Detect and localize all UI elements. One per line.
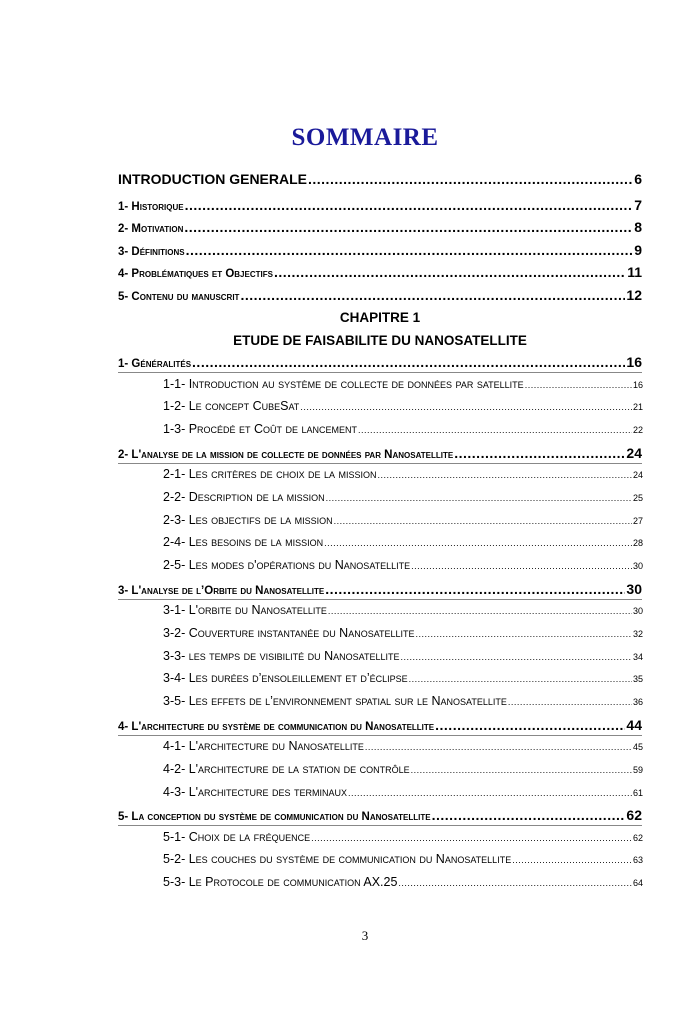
section-divider <box>118 735 642 736</box>
toc-subsection-entry[interactable] <box>163 830 643 848</box>
toc-subsection-entry[interactable] <box>163 558 643 576</box>
toc-entry-contenu[interactable] <box>118 287 642 305</box>
toc-entry-page: 59 <box>632 764 643 775</box>
toc-subsection-entry[interactable] <box>163 535 643 553</box>
section-divider <box>118 599 642 600</box>
toc-entry-page: 28 <box>632 538 643 549</box>
toc-entry-page: 16 <box>632 379 643 390</box>
toc-entry-label: 5-1- Choix de la fréquence <box>163 829 311 844</box>
toc-subsection-entry[interactable] <box>163 490 643 508</box>
toc-subsection-entry[interactable] <box>163 626 643 644</box>
toc-subsection-entry[interactable] <box>163 603 643 621</box>
chapter-number: CHAPITRE 1 <box>339 310 421 325</box>
toc-entry-label: 2-4- Les besoins de la mission <box>163 535 324 550</box>
toc-entry-motivation[interactable] <box>118 219 642 237</box>
toc-entry-page: 16 <box>626 354 642 370</box>
toc-entry-page: 25 <box>632 492 643 503</box>
toc-entry-label: 3- L'analyse de l’Orbite du Nanosatellite <box>118 584 325 597</box>
toc-entry-label: 4-2- L'architecture de la station de contrôle <box>163 761 410 776</box>
toc-subsection-entry[interactable] <box>163 875 643 893</box>
toc-entry-page: 44 <box>626 716 642 733</box>
toc-entry-page: 63 <box>632 855 643 866</box>
toc-subsection-entry[interactable] <box>163 785 643 803</box>
chapter-title: ETUDE DE FAISABILITE DU NANOSATELLITE <box>233 333 527 348</box>
toc-entry-page: 45 <box>632 742 643 753</box>
toc-entry-label: 2- Motivation <box>118 223 184 235</box>
toc-entry-label: 2-2- Description de la mission <box>163 489 325 504</box>
toc-entry-problematiques[interactable] <box>118 264 642 282</box>
toc-entry-page: 21 <box>632 402 643 413</box>
toc-subsection-entry[interactable] <box>163 852 643 870</box>
toc-entry-label: 4- L'architecture du système de communication du Nanosatellite <box>118 720 435 733</box>
toc-entry-label: 1-2- Le concept CubeSat <box>163 399 300 414</box>
toc-entry-page: 30 <box>632 606 643 617</box>
section-divider <box>118 825 642 826</box>
toc-entry-label: 1-3- Procédé et Coût de lancement <box>163 421 357 436</box>
toc-entry-historique[interactable] <box>118 197 642 215</box>
toc-subsection-entry[interactable] <box>163 739 643 757</box>
toc-entry-page: 12 <box>626 287 642 303</box>
toc-section-entry[interactable] <box>118 445 642 463</box>
toc-entry-label: 2-5- Les modes d'opérations du Nanosatellite <box>163 557 411 572</box>
toc-section-entry[interactable] <box>118 717 642 735</box>
toc-section-entry[interactable] <box>118 581 642 599</box>
toc-section-entry[interactable] <box>118 354 642 372</box>
toc-entry-page: 24 <box>626 444 642 461</box>
toc-entry-page: 36 <box>632 696 643 707</box>
toc-entry-page: 35 <box>632 674 643 685</box>
toc-entry-label: 3-3- les temps de visibilité du Nanosatellite <box>163 648 400 663</box>
toc-entry-label: 2-1- Les critères de choix de la mission <box>163 467 377 482</box>
toc-subsection-entry[interactable] <box>163 399 643 417</box>
toc-subsection-entry[interactable] <box>163 694 643 712</box>
toc-subsection-entry[interactable] <box>163 513 643 531</box>
toc-subsection-entry[interactable] <box>163 762 643 780</box>
section-divider <box>118 463 642 464</box>
toc-entry-label: 2- L'analyse de la mission de collecte de données par Nanosatellite <box>118 448 454 461</box>
toc-entry-page: 64 <box>632 878 643 889</box>
toc-entry-page: 34 <box>632 651 643 662</box>
toc-entry-page: 11 <box>627 264 642 280</box>
toc-entry-page: 9 <box>634 242 642 258</box>
toc-entry-label: 1- Généralités <box>118 358 192 370</box>
toc-entry-page: 24 <box>632 470 643 481</box>
toc-entry-page: 30 <box>626 580 642 597</box>
toc-entry-label: 3-1- L'orbite du Nanosatellite <box>163 603 327 618</box>
toc-entry-label: 4-1- L'architecture du Nanosatellite <box>163 739 364 754</box>
toc-entry-label: 1-1- Introduction au système de collecte de données par satellite <box>163 376 524 391</box>
page-title: SOMMAIRE <box>291 124 439 151</box>
page-number: 3 <box>361 928 369 943</box>
toc-entry-label: 2-3- Les objectifs de la mission <box>163 512 333 527</box>
toc-subsection-entry[interactable] <box>163 671 643 689</box>
toc-entry-label: INTRODUCTION GENERALE <box>118 171 307 187</box>
toc-section-entry[interactable] <box>118 807 642 825</box>
toc-entry-label: 5-3- Le Protocole de communication AX.25 <box>163 875 398 890</box>
toc-entry-page: 27 <box>632 515 643 526</box>
toc-entry-page: 22 <box>632 424 643 435</box>
toc-entry-label: 3- Définitions <box>118 246 185 258</box>
toc-subsection-entry[interactable] <box>163 377 643 395</box>
section-divider <box>118 372 642 373</box>
toc-entry-page: 8 <box>634 219 642 235</box>
toc-subsection-entry[interactable] <box>163 649 643 667</box>
toc-entry-page: 30 <box>632 560 643 571</box>
toc-entry-label: 3-4- Les durées d’ensoleillement et d’éclipse <box>163 671 408 686</box>
toc-entry-label: 4-3- L'architecture des terminaux <box>163 784 347 799</box>
toc-entry-page: 32 <box>632 628 643 639</box>
toc-entry-page: 6 <box>634 171 642 187</box>
toc-entry-label: 1- Historique <box>118 201 184 213</box>
toc-subsection-entry[interactable] <box>163 467 643 485</box>
toc-entry-label: 4- Problématiques et Objectifs <box>118 268 273 280</box>
toc-entry-label: 3-5- Les effets de l’environnement spatial sur le Nanosatellite <box>163 693 507 708</box>
toc-entry-page: 61 <box>632 787 643 798</box>
toc-entry-label: 3-2- Couverture instantanée du Nanosatellite <box>163 625 415 640</box>
toc-entry-page: 62 <box>632 832 643 843</box>
toc-subsection-entry[interactable] <box>163 422 643 440</box>
toc-entry-label: 5- Contenu du manuscrit <box>118 291 240 303</box>
toc-entry-label: 5-2- Les couches du système de communication du Nanosatellite <box>163 852 512 867</box>
toc-entry-page: 62 <box>626 807 642 824</box>
toc-entry-label: 5- La conception du système de communication du Nanosatellite <box>118 811 431 824</box>
toc-entry-page: 7 <box>634 197 642 213</box>
toc-entry-introduction[interactable] <box>118 171 642 191</box>
toc-entry-definitions[interactable] <box>118 242 642 260</box>
